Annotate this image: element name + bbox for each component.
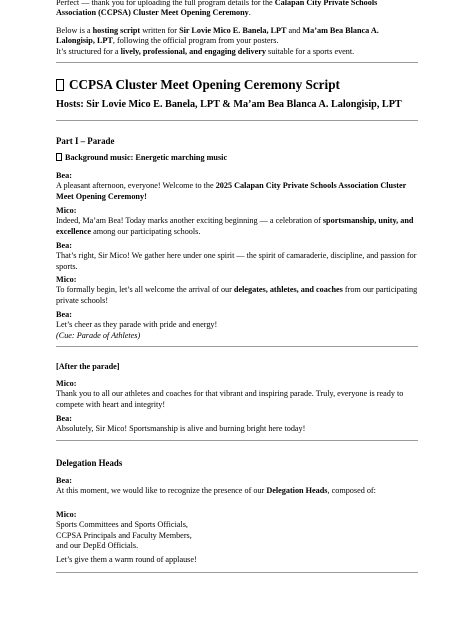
text: from our participating private schools! <box>56 285 418 305</box>
text: , following the official program from your posters. <box>112 36 279 46</box>
text: At this moment, we would like to recognize the presence of our <box>56 486 267 496</box>
speaker-label: Mico: <box>56 379 77 388</box>
title-text: CCPSA Cluster Meet Opening Ceremony Script <box>69 77 340 92</box>
bold-text: Ma’am Bea Blanca A. Lalongisip, LPT <box>56 26 379 46</box>
dialogue-line <box>56 206 418 237</box>
text: Thank you to all our athletes and coaches for that vibrant and inspiring parade. Truly, everyone is ready to compete with heart and integrity! <box>56 389 404 409</box>
section-heading: Delegation Heads <box>56 458 123 468</box>
after-parade-heading <box>56 362 418 372</box>
speaker-label: Bea: <box>56 476 72 485</box>
section-heading: Part I – Parade <box>56 136 115 146</box>
text: That’s right, Sir Mico! We gather here under one spirit — the spirit of camaraderie, discipline, and passion for sports. <box>56 251 417 271</box>
text: To formally begin, let’s all welcome the arrival of our <box>56 285 234 295</box>
text: Let’s cheer as they parade with pride and energy! <box>56 320 218 330</box>
list-line: CCPSA Principals and Faculty Members, <box>56 530 192 540</box>
music-text: Background music: Energetic marching music <box>65 153 228 162</box>
dialogue-line <box>56 510 418 552</box>
divider <box>56 572 418 573</box>
text: Indeed, Ma’am Bea! Today marks another exciting beginning — a celebration of <box>56 216 323 226</box>
text: suitable for a sports event. <box>266 46 355 56</box>
delegation-heading <box>56 458 418 469</box>
speaker-label: Bea: <box>56 171 72 180</box>
bold-text: Delegation Heads <box>266 486 328 496</box>
dialogue-line <box>56 310 418 341</box>
text: A pleasant afternoon, everyone! Welcome to the <box>56 181 216 191</box>
text: Perfect — thank you for uploading the full program details for the <box>56 0 275 7</box>
hosts-text: Hosts: Sir Lovie Mico E. Banela, LPT & Ma’am Bea Blanca A. Lalongisip, LPT <box>56 99 402 110</box>
divider <box>56 120 418 121</box>
speaker-label: Bea: <box>56 310 72 319</box>
bold-text: delegates, athletes, and coaches <box>233 285 343 295</box>
speaker-label: Bea: <box>56 241 72 250</box>
bold-text: Sir Lovie Mico E. Banela, LPT <box>179 26 287 35</box>
text: . <box>248 8 251 18</box>
speaker-label: Mico: <box>56 275 77 284</box>
list-line: Sports Committees and Sports Officials, <box>56 520 188 530</box>
speaker-label: Mico: <box>56 510 77 519</box>
dialogue-line <box>56 171 418 202</box>
divider <box>56 346 418 347</box>
speaker-label: Bea: <box>56 414 72 423</box>
document-title <box>56 77 418 93</box>
text: It’s structured for a <box>56 46 121 56</box>
section-heading: [After the parade] <box>56 362 120 371</box>
applause-line <box>56 555 418 565</box>
text: Let’s give them a warm round of applause! <box>56 555 197 564</box>
text: and <box>286 26 303 35</box>
intro-paragraph-1 <box>56 0 418 19</box>
intro-paragraph-2 <box>56 26 418 57</box>
divider <box>56 440 418 441</box>
list-line: and our DepEd Officials. <box>56 541 139 551</box>
missing-glyph-icon <box>56 79 64 91</box>
part1-heading <box>56 136 418 147</box>
bold-text: 2025 Calapan City Private Schools Association Cluster Meet Opening Ceremony! <box>56 181 407 201</box>
text: Below is a <box>56 26 93 35</box>
dialogue-line <box>56 275 418 306</box>
text: written for <box>140 26 180 35</box>
hosts-heading <box>56 98 418 111</box>
missing-glyph-icon <box>56 153 62 161</box>
bold-text: sportsmanship, unity, and excellence <box>56 216 414 236</box>
bold-text: Calapan City Private Schools Association (CCPSA) Cluster Meet Opening Ceremony <box>56 0 378 18</box>
text: , composed of: <box>327 486 376 496</box>
text: among our participating schools. <box>91 226 201 236</box>
dialogue-line <box>56 414 418 435</box>
cue-text: (Cue: Parade of Athletes) <box>56 330 141 340</box>
text: Absolutely, Sir Mico! Sportsmanship is alive and burning bright here today! <box>56 424 306 434</box>
dialogue-line <box>56 241 418 272</box>
bold-text: hosting script <box>92 26 141 35</box>
dialogue-line <box>56 379 418 410</box>
speaker-label: Mico: <box>56 206 77 215</box>
bold-text: lively, professional, and engaging delivery <box>120 46 266 56</box>
music-note <box>56 153 418 163</box>
dialogue-line <box>56 476 418 497</box>
divider <box>56 62 418 63</box>
